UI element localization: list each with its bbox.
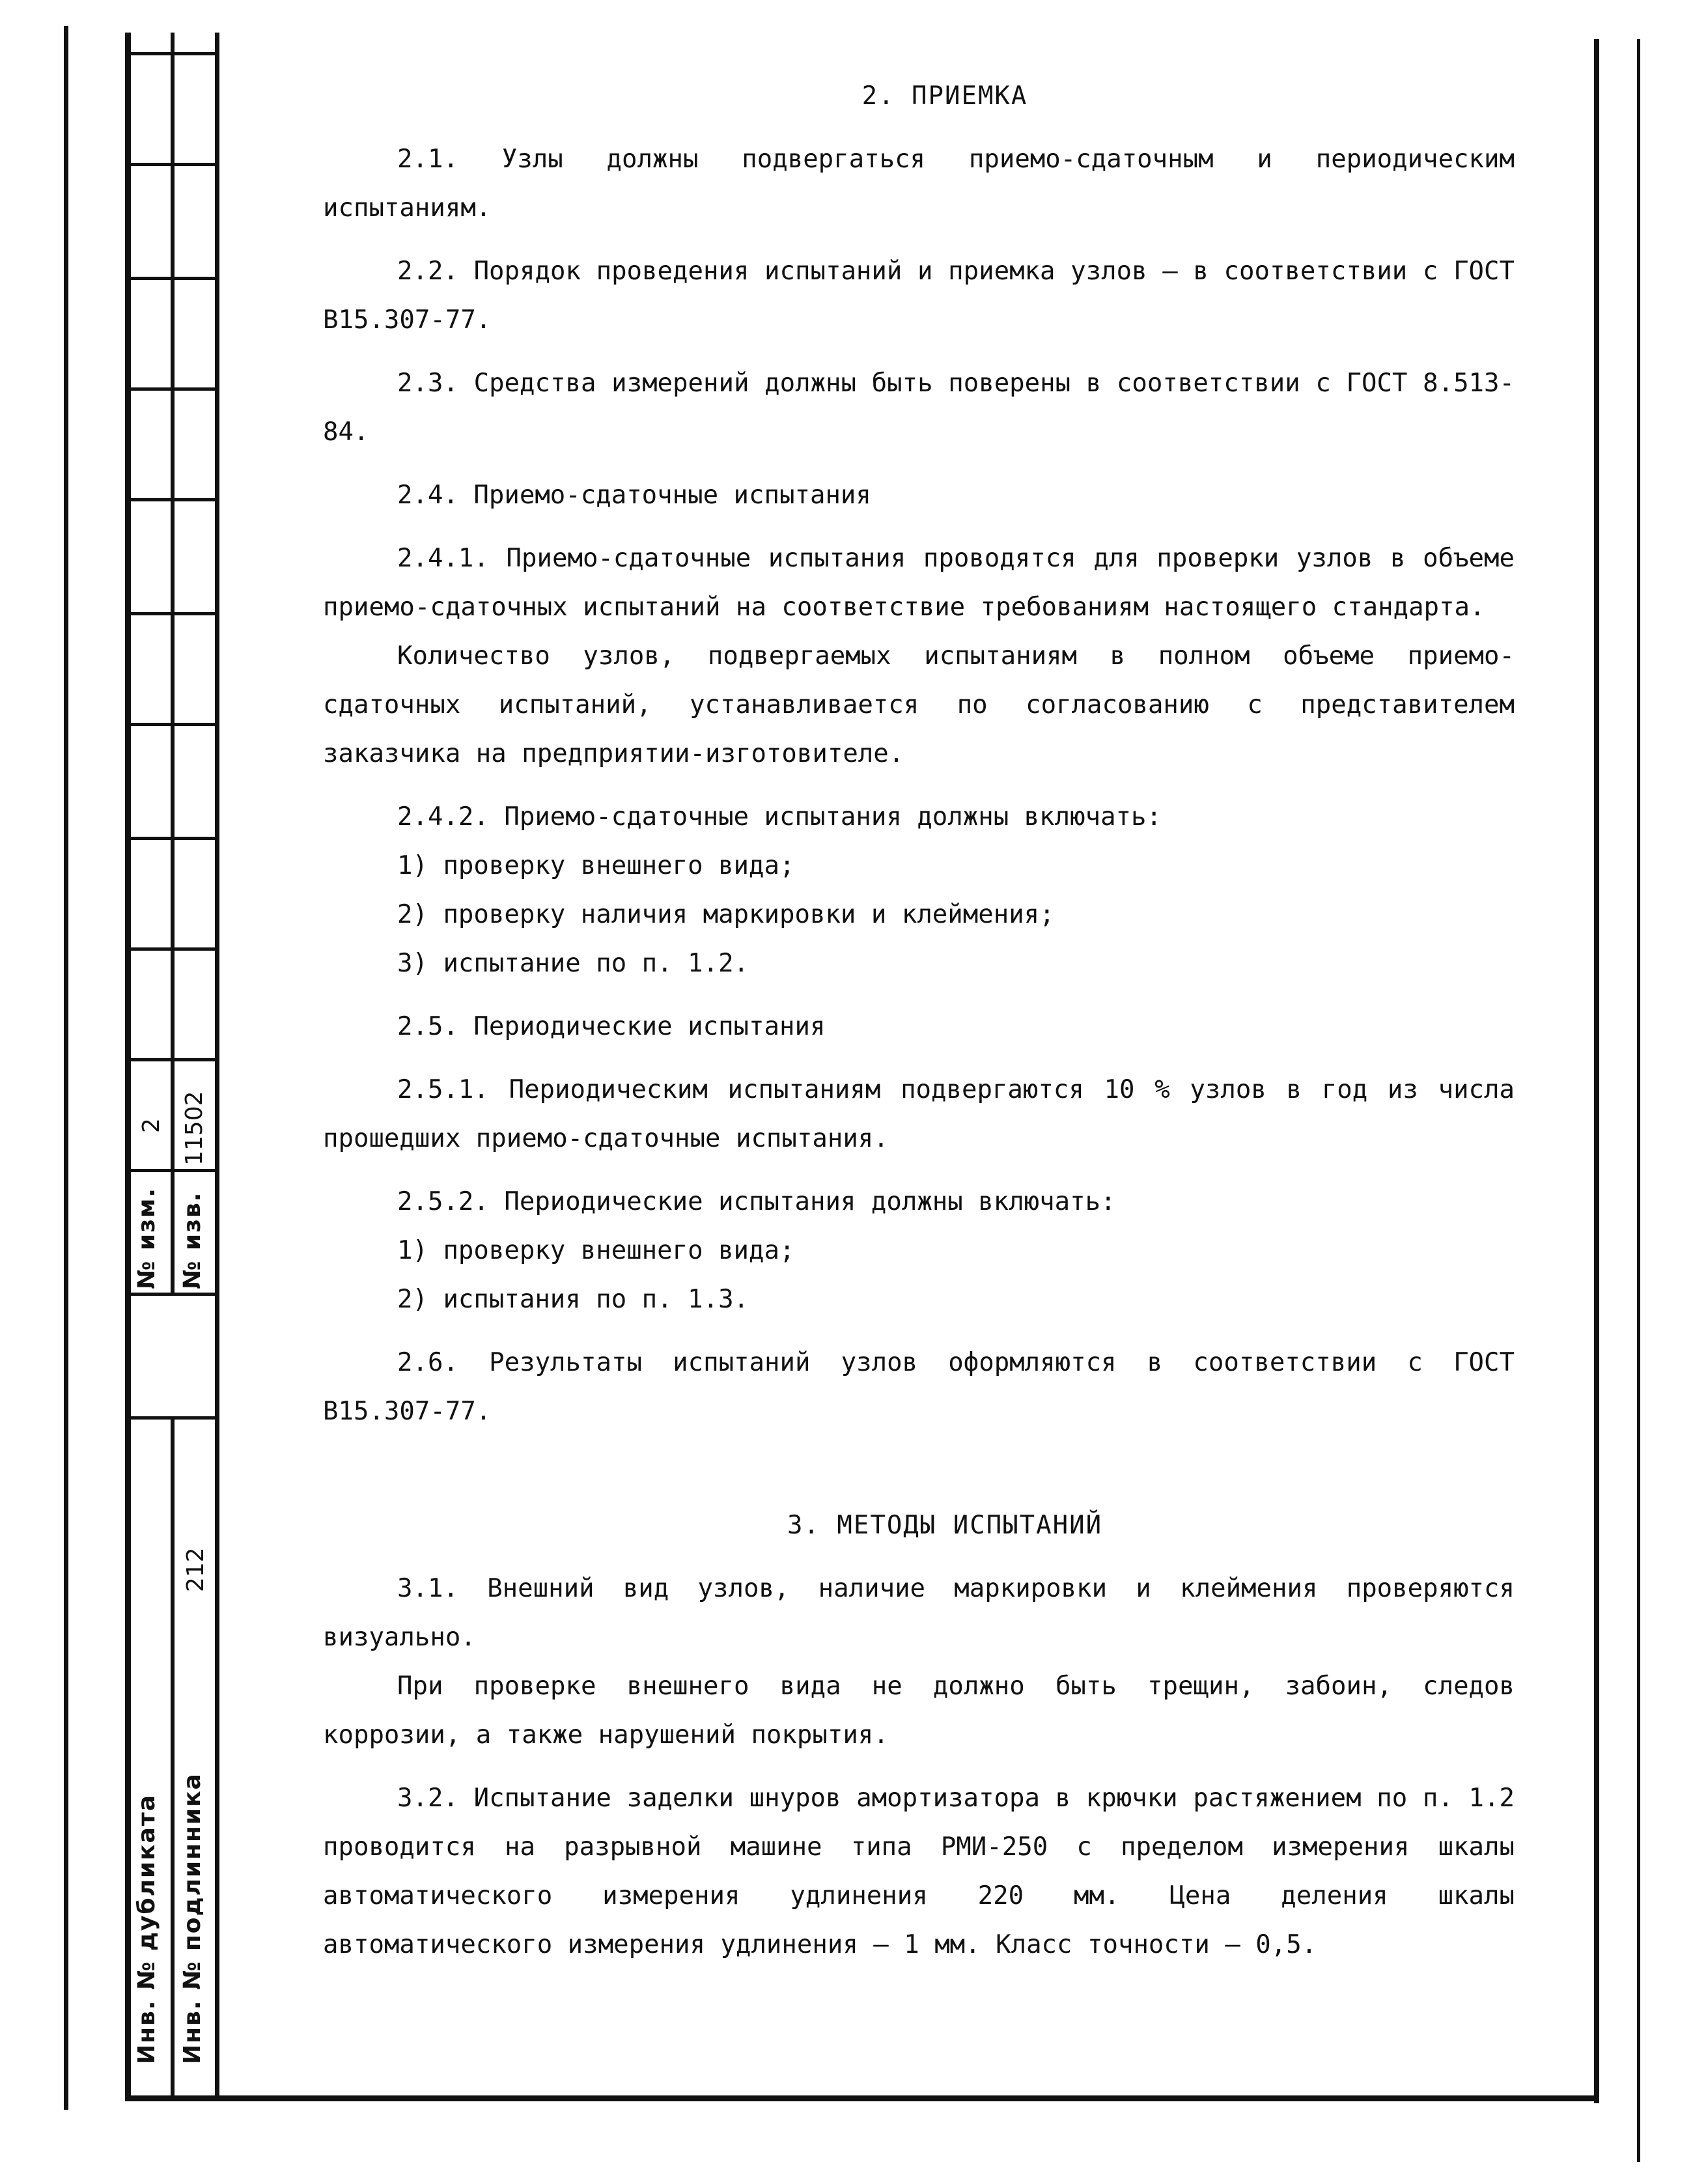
paragraph-2-5-2: 2.5.2. Периодические испытания должны включать: (397, 1187, 1116, 1216)
stamp-grid-line (125, 1169, 219, 1172)
stamp-grid-line (125, 498, 219, 501)
stamp-podlinnik-label: Инв. № подлинника (179, 1772, 206, 2064)
section-3-title: 3. МЕТОДЫ ИСПЫТАНИЙ (787, 1511, 1103, 1540)
list-item: 1) проверку внешнего вида; (397, 851, 795, 880)
stamp-grid-line (125, 723, 219, 726)
list-item: 2) проверку наличия маркировки и клеймения; (397, 900, 1055, 929)
stamp-dublikat-label: Инв. № дубликата (133, 1794, 160, 2064)
list-item: 1) проверку внешнего вида; (397, 1236, 795, 1265)
page-content (323, 72, 1515, 1969)
stamp-grid-line (125, 1416, 219, 1420)
paragraph-2-4-1: 2.4.1. Приемо-сдаточные испытания проводятся для проверки узлов в объеме приемо-сдаточных испытаний на соответствие требованиям настоящего стандарта. (323, 544, 1515, 622)
paragraph-2-5: 2.5. Периодические испытания (397, 1012, 826, 1041)
frame-bottom-border (125, 2095, 1599, 2101)
paragraph-2-4-2: 2.4.2. Приемо-сдаточные испытания должны включать: (397, 802, 1162, 832)
outer-right-border (1637, 39, 1640, 2162)
stamp-grid-line (125, 387, 219, 391)
list-item: 2) испытания по п. 1.3. (397, 1285, 749, 1314)
outer-left-border (64, 26, 68, 2110)
stamp-izm-value: 2 (138, 1118, 165, 1133)
stamp-grid-line (125, 52, 219, 55)
paragraph-2-3: 2.3. Средства измерений должны быть поверены в соответствии с ГОСТ 8.513-84. (323, 369, 1515, 447)
stamp-middle-border-lower (171, 1420, 175, 2099)
paragraph-2-5-1: 2.5.1. Периодическим испытаниям подвергаются 10 % узлов в год из числа прошедших приемо-сдаточные испытания. (323, 1075, 1515, 1153)
paragraph-2-1: 2.1. Узлы должны подвергаться приемо-сдаточным и периодическим испытаниям. (323, 145, 1515, 223)
paragraph-2-6: 2.6. Результаты испытаний узлов оформляются в соответствии с ГОСТ В15.307-77. (323, 1348, 1515, 1426)
paragraph-2-4: 2.4. Приемо-сдаточные испытания (397, 481, 871, 510)
stamp-grid-line (125, 163, 219, 166)
stamp-dublikat-value: 212 (182, 1547, 209, 1592)
paragraph-3-1-continued: При проверке внешнего вида не должно быть трещин, забоин, следов коррозии, а также нарушений покрытия. (323, 1672, 1515, 1750)
stamp-grid-line (125, 612, 219, 615)
list-item: 3) испытание по п. 1.2. (397, 949, 749, 978)
stamp-izm-label: № изм. (133, 1186, 160, 1289)
stamp-grid-line (125, 1058, 219, 1061)
paragraph-3-1: 3.1. Внешний вид узлов, наличие маркировки и клеймения проверяются визуально. (323, 1574, 1515, 1652)
stamp-left-border (125, 33, 131, 2099)
paragraph-2-2: 2.2. Порядок проведения испытаний и приемка узлов – в соответствии с ГОСТ В15.307-77. (323, 257, 1515, 335)
section-2-title: 2. ПРИЕМКА (861, 81, 1028, 111)
stamp-middle-border (171, 33, 175, 1296)
stamp-grid-line (125, 947, 219, 951)
frame-right-border (1594, 39, 1599, 2103)
paragraph-2-4-1-continued: Количество узлов, подвергаемых испытаниям в полном объеме приемо-сдаточных испытаний, устанавливается по согласованию с представителем заказчика на предприятии-изготовителе. (323, 641, 1515, 768)
stamp-grid-line (125, 277, 219, 280)
stamp-right-border (215, 33, 219, 2099)
stamp-grid-line (125, 837, 219, 840)
stamp-izv-label: № изв. (179, 1191, 206, 1289)
stamp-grid-line (125, 1293, 219, 1296)
paragraph-3-2: 3.2. Испытание заделки шнуров амортизатора в крючки растяжением по п. 1.2 проводится на разрывной машине типа РМИ-250 с пределом измерения шкалы автоматического измерения удлинения 220 мм. Цена деления шкалы автоматического измерения удлинения – 1 мм. Класс точности – 0,5. (323, 1784, 1515, 1959)
stamp-izv-value: 11502 (181, 1091, 208, 1166)
